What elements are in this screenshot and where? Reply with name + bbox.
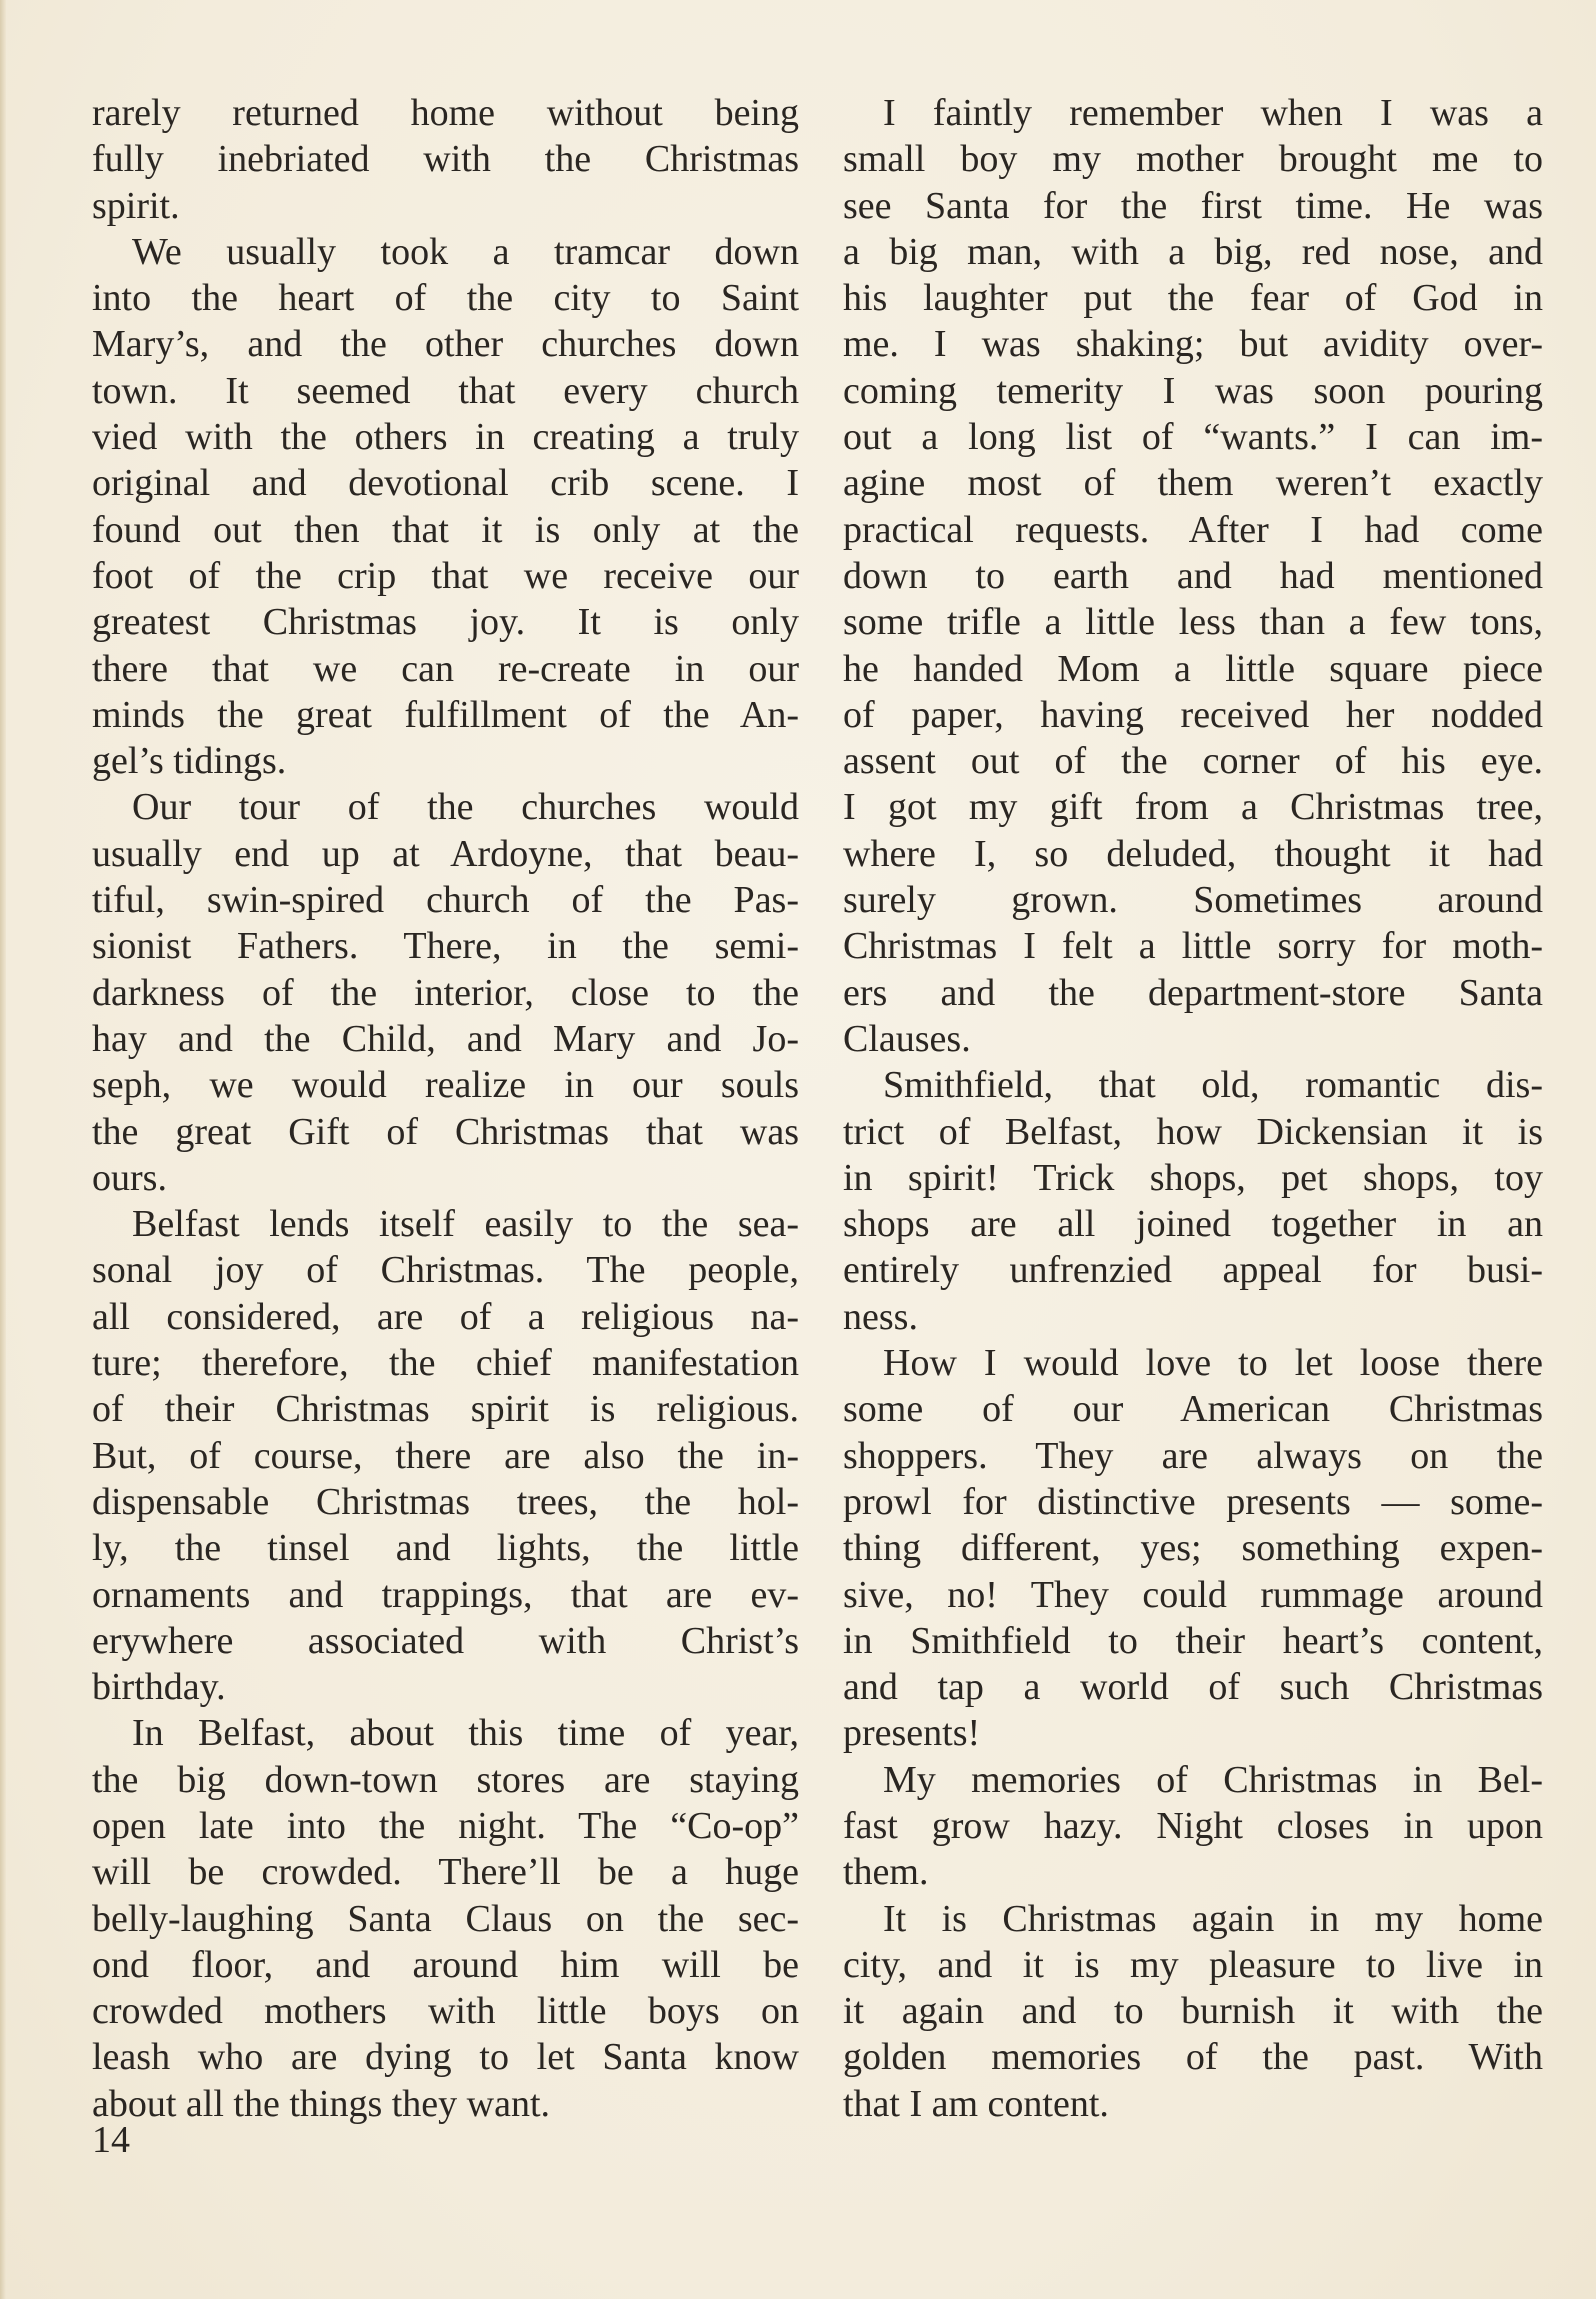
text-column-right xyxy=(843,90,1543,2127)
text-line: golden memories of the past. With xyxy=(843,2036,1543,2079)
text-line: gel’s tidings. xyxy=(92,740,287,783)
text-line: original and devotional crib scene. I xyxy=(92,462,799,505)
text-line: prowl for distinctive presents — some- xyxy=(843,1480,1543,1523)
text-line: sive, no! They could rummage around xyxy=(843,1573,1543,1616)
text-line: about all the things they want. xyxy=(92,2082,551,2125)
text-line: ers and the department-store Santa xyxy=(843,971,1543,1014)
paragraph xyxy=(843,1062,1543,1340)
text-line: usually end up at Ardoyne, that beau- xyxy=(92,832,799,875)
page-spine-shadow xyxy=(0,0,6,2299)
text-line: out a long list of “wants.” I can im- xyxy=(843,416,1543,459)
text-line: It is Christmas again in my home xyxy=(883,1897,1543,1940)
text-line: practical requests. After I had come xyxy=(843,508,1543,551)
text-line: into the heart of the city to Saint xyxy=(92,277,799,320)
text-line: town. It seemed that every church xyxy=(92,369,799,412)
text-line: some of our American Christmas xyxy=(843,1388,1543,1431)
text-line: all considered, are of a religious na- xyxy=(92,1295,799,1338)
text-line: surely grown. Sometimes around xyxy=(843,879,1543,922)
page-number: 14 xyxy=(92,2119,130,2161)
paragraph xyxy=(92,1201,799,1710)
text-line: agine most of them weren’t exactly xyxy=(843,462,1543,505)
text-line: Our tour of the churches would xyxy=(132,786,799,829)
text-line: ness. xyxy=(843,1295,918,1338)
text-line: fully inebriated with the Christmas xyxy=(92,138,799,181)
text-line: shops are all joined together in an xyxy=(843,1203,1543,1246)
paragraph xyxy=(843,90,1543,1062)
text-line: greatest Christmas joy. It is only xyxy=(92,601,799,644)
text-line: open late into the night. The “Co-op” xyxy=(92,1804,799,1847)
text-line: darkness of the interior, close to the xyxy=(92,971,799,1014)
text-line: birthday. xyxy=(92,1666,226,1709)
text-line: trict of Belfast, how Dickensian it is xyxy=(843,1110,1543,1153)
text-line: tiful, swin-spired church of the Pas- xyxy=(92,879,799,922)
text-line: seph, we would realize in our souls xyxy=(92,1064,799,1107)
text-line: of their Christmas spirit is religious. xyxy=(92,1388,799,1431)
text-line: presents! xyxy=(843,1712,981,1755)
text-line: fast grow hazy. Night closes in upon xyxy=(843,1804,1543,1847)
text-line: spirit. xyxy=(92,184,180,227)
text-line: entirely unfrenzied appeal for busi- xyxy=(843,1249,1543,1292)
text-line: We usually took a tramcar down xyxy=(132,230,799,273)
text-line: I got my gift from a Christmas tree, xyxy=(843,786,1543,829)
text-line: ond floor, and around him will be xyxy=(92,1943,799,1986)
text-line: it again and to burnish it with the xyxy=(843,1990,1543,2033)
text-line: My memories of Christmas in Bel- xyxy=(883,1758,1543,1801)
text-line: in spirit! Trick shops, pet shops, toy xyxy=(843,1156,1543,1199)
paragraph xyxy=(843,1340,1543,1757)
text-line: Smithfield, that old, romantic dis- xyxy=(883,1064,1543,1107)
text-line: crowded mothers with little boys on xyxy=(92,1990,799,2033)
text-line: Clauses. xyxy=(843,1017,971,1060)
text-line: ours. xyxy=(92,1156,167,1199)
text-line: thing different, yes; something expen- xyxy=(843,1527,1543,1570)
text-line: small boy my mother brought me to xyxy=(843,138,1543,181)
text-line: Christmas I felt a little sorry for moth- xyxy=(843,925,1543,968)
text-line: assent out of the corner of his eye. xyxy=(843,740,1543,783)
text-line: of paper, having received her nodded xyxy=(843,693,1543,736)
text-line: belly-laughing Santa Claus on the sec- xyxy=(92,1897,799,1940)
text-line: Mary’s, and the other churches down xyxy=(92,323,799,366)
text-line: shoppers. They are always on the xyxy=(843,1434,1543,1477)
text-line: the big down-town stores are staying xyxy=(92,1758,799,1801)
text-line: coming temerity I was soon pouring xyxy=(843,369,1543,412)
text-line: will be crowded. There’ll be a huge xyxy=(92,1851,799,1894)
text-line: and tap a world of such Christmas xyxy=(843,1666,1543,1709)
text-line: there that we can re-create in our xyxy=(92,647,799,690)
text-line: In Belfast, about this time of year, xyxy=(132,1712,799,1755)
text-line: found out then that it is only at the xyxy=(92,508,799,551)
text-line: ly, the tinsel and lights, the little xyxy=(92,1527,799,1570)
text-line: I faintly remember when I was a xyxy=(883,92,1543,134)
text-line: that I am content. xyxy=(843,2082,1109,2125)
text-line: ture; therefore, the chief manifestation xyxy=(92,1342,799,1385)
text-line: a big man, with a big, red nose, and xyxy=(843,230,1543,273)
text-line: erywhere associated with Christ’s xyxy=(92,1619,799,1662)
text-line: in Smithfield to their heart’s content, xyxy=(843,1619,1543,1662)
text-line: rarely returned home without being xyxy=(92,92,799,134)
paragraph xyxy=(843,1757,1543,1896)
paragraph xyxy=(92,229,799,785)
paragraph xyxy=(843,1896,1543,2127)
text-line: city, and it is my pleasure to live in xyxy=(843,1943,1543,1986)
text-line: sonal joy of Christmas. The people, xyxy=(92,1249,799,1292)
text-line: his laughter put the fear of God in xyxy=(843,277,1543,320)
text-line: leash who are dying to let Santa know xyxy=(92,2036,799,2079)
text-line: hay and the Child, and Mary and Jo- xyxy=(92,1017,799,1060)
text-line: But, of course, there are also the in- xyxy=(92,1434,799,1477)
paragraph xyxy=(92,90,799,229)
text-line: foot of the crip that we receive our xyxy=(92,554,799,597)
text-column-left xyxy=(92,90,799,2127)
text-line: them. xyxy=(843,1851,929,1894)
text-line: see Santa for the first time. He was xyxy=(843,184,1543,227)
text-line: down to earth and had mentioned xyxy=(843,554,1543,597)
paragraph xyxy=(92,1710,799,2127)
paragraph xyxy=(92,784,799,1201)
text-line: vied with the others in creating a truly xyxy=(92,416,799,459)
text-line: the great Gift of Christmas that was xyxy=(92,1110,799,1153)
text-line: some trifle a little less than a few tons, xyxy=(843,601,1543,644)
text-line: How I would love to let loose there xyxy=(883,1342,1543,1385)
text-line: dispensable Christmas trees, the hol- xyxy=(92,1480,799,1523)
text-line: ornaments and trappings, that are ev- xyxy=(92,1573,799,1616)
text-line: where I, so deluded, thought it had xyxy=(843,832,1543,875)
text-line: he handed Mom a little square piece xyxy=(843,647,1543,690)
text-line: Belfast lends itself easily to the sea- xyxy=(132,1203,799,1246)
text-line: minds the great fulfillment of the An- xyxy=(92,693,799,736)
text-line: me. I was shaking; but avidity over- xyxy=(843,323,1543,366)
text-line: sionist Fathers. There, in the semi- xyxy=(92,925,799,968)
